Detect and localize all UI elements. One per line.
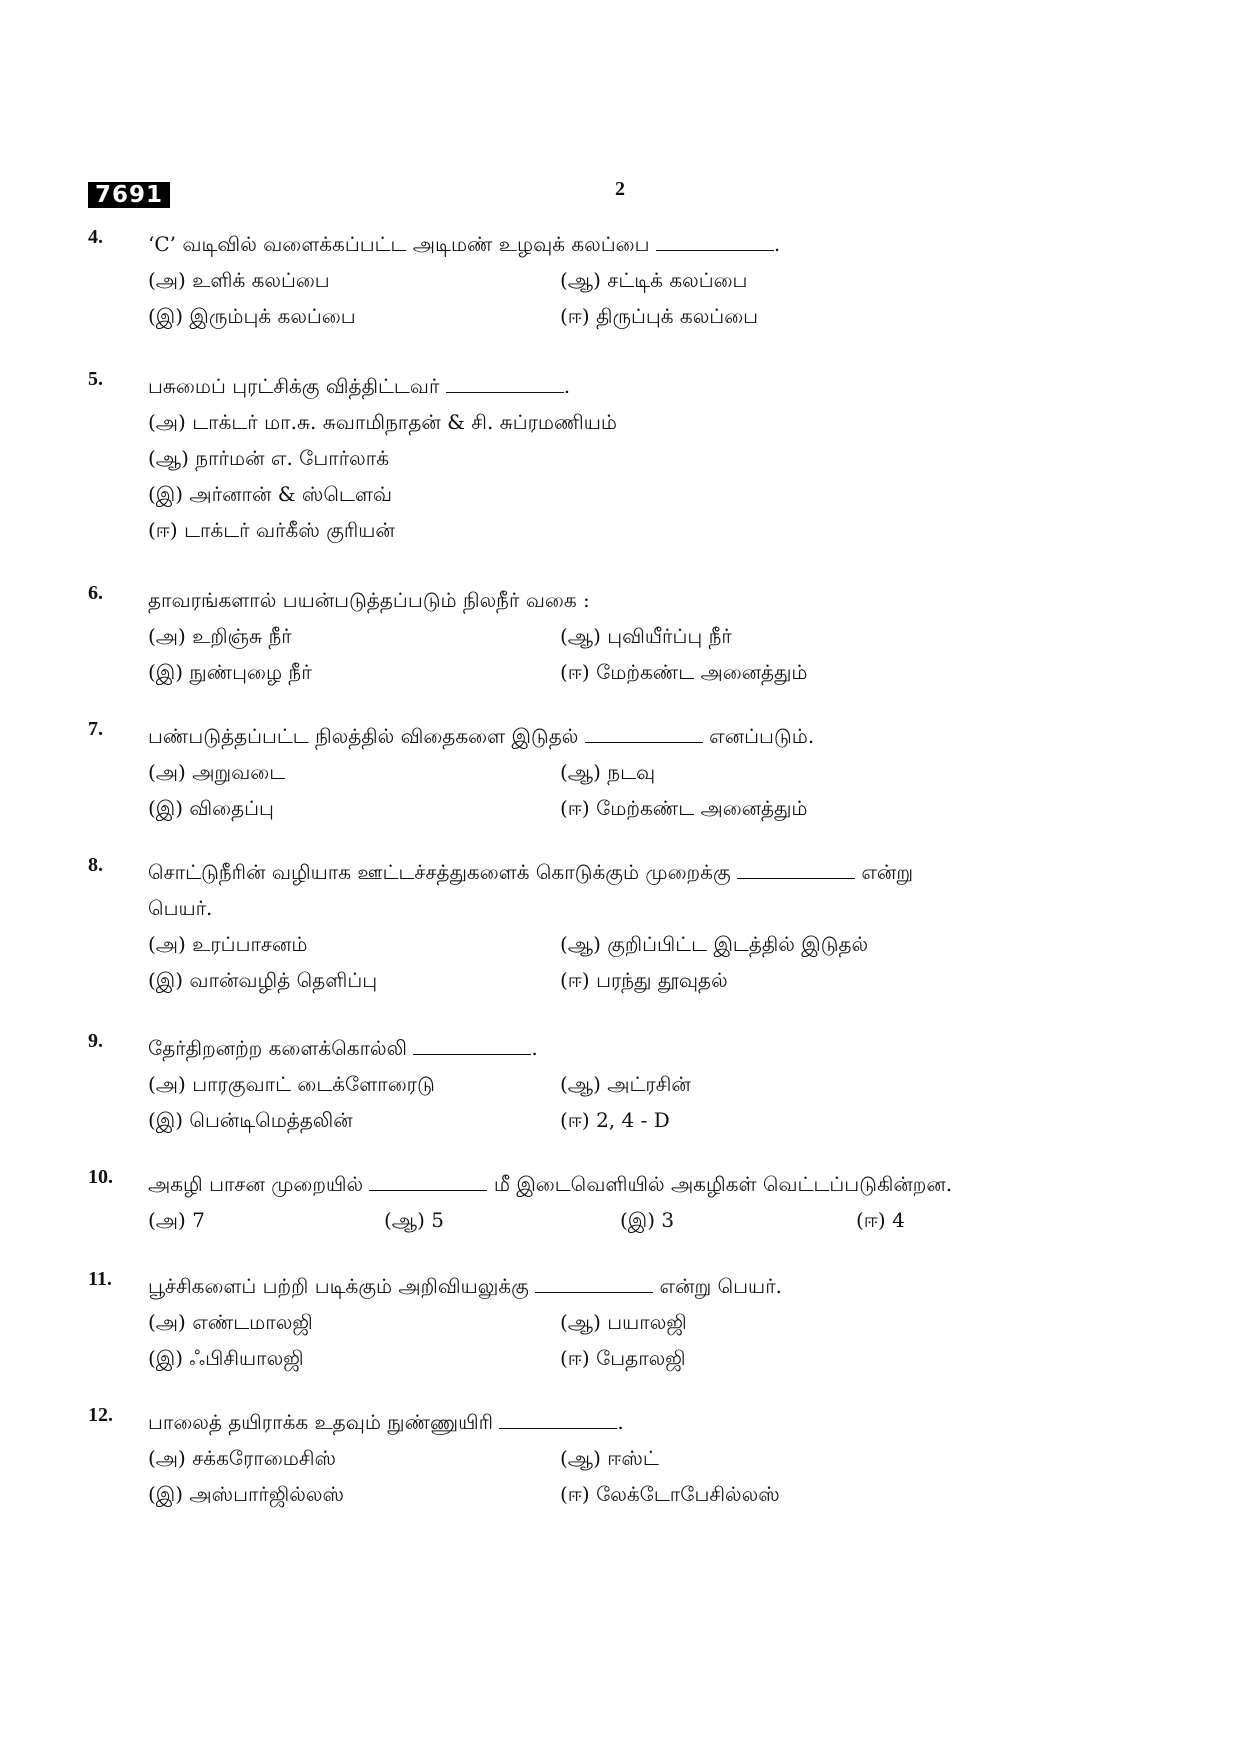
- option-c[interactable]: (இ) அஸ்பார்ஜில்லஸ்: [148, 1482, 344, 1506]
- option-b[interactable]: (ஆ) நடவு: [560, 760, 656, 784]
- answer-blank: [656, 230, 774, 251]
- option-d[interactable]: (ஈ) 2, 4 - D: [560, 1108, 670, 1132]
- option-d[interactable]: (ஈ) பேதாலஜி: [560, 1346, 686, 1370]
- question-stem: தேர்திறனற்ற களைக்கொல்லி .: [148, 1036, 538, 1060]
- question-number: 5.: [88, 368, 103, 390]
- page-number: 2: [615, 178, 625, 200]
- option-b[interactable]: (ஆ) சட்டிக் கலப்பை: [560, 268, 748, 292]
- option-b[interactable]: (ஆ) ஈஸ்ட்: [560, 1446, 659, 1470]
- option-c[interactable]: (இ) 3: [620, 1208, 675, 1232]
- question-4: [88, 226, 1128, 328]
- question-number: 10.: [88, 1166, 113, 1188]
- question-stem: பூச்சிகளைப் பற்றி படிக்கும் அறிவியலுக்கு என்று பெயர்.: [148, 1274, 783, 1298]
- option-a[interactable]: (அ) உளிக் கலப்பை: [148, 268, 330, 292]
- answer-blank: [446, 372, 564, 393]
- option-d[interactable]: (ஈ) லேக்டோபேசில்லஸ்: [560, 1482, 780, 1506]
- option-d[interactable]: (ஈ) மேற்கண்ட அனைத்தும்: [560, 660, 808, 684]
- option-a[interactable]: (அ) உரப்பாசனம்: [148, 932, 308, 956]
- option-b[interactable]: (ஆ) நார்மன் எ. போர்லாக்: [148, 446, 389, 470]
- answer-blank: [413, 1034, 531, 1055]
- option-d[interactable]: (ஈ) 4: [856, 1208, 905, 1232]
- option-b[interactable]: (ஆ) 5: [384, 1208, 444, 1232]
- option-d[interactable]: (ஈ) டாக்டர் வர்கீஸ் குரியன்: [148, 518, 395, 542]
- answer-blank: [535, 1272, 653, 1293]
- option-b[interactable]: (ஆ) குறிப்பிட்ட இடத்தில் இடுதல்: [560, 932, 869, 956]
- question-stem: சொட்டுநீரின் வழியாக ஊட்டச்சத்துகளைக் கொடுக்கும் முறைக்கு என்று: [148, 860, 914, 884]
- option-d[interactable]: (ஈ) மேற்கண்ட அனைத்தும்: [560, 796, 808, 820]
- question-12: [88, 1404, 1128, 1506]
- question-8: [88, 854, 1128, 992]
- question-10: [88, 1166, 1128, 1232]
- option-b[interactable]: (ஆ) பயாலஜி: [560, 1310, 687, 1334]
- answer-blank: [499, 1408, 617, 1429]
- option-d[interactable]: (ஈ) திருப்புக் கலப்பை: [560, 304, 759, 328]
- question-number: 8.: [88, 854, 103, 876]
- option-a[interactable]: (அ) உறிஞ்சு நீர்: [148, 624, 292, 648]
- option-c[interactable]: (இ) வான்வழித் தெளிப்பு: [148, 968, 378, 992]
- paper-code: 7691: [88, 182, 170, 208]
- option-b[interactable]: (ஆ) புவியீர்ப்பு நீர்: [560, 624, 732, 648]
- question-9: [88, 1030, 1128, 1132]
- option-d[interactable]: (ஈ) பரந்து தூவுதல்: [560, 968, 728, 992]
- option-c[interactable]: (இ) இரும்புக் கலப்பை: [148, 304, 356, 328]
- option-c[interactable]: (இ) பென்டிமெத்தலின்: [148, 1108, 353, 1132]
- question-stem: அகழி பாசன முறையில் மீ இடைவெளியில் அகழிகள் வெட்டப்படுகின்றன.: [148, 1172, 953, 1196]
- question-number: 7.: [88, 718, 103, 740]
- question-stem-line-2: பெயர்.: [148, 896, 213, 920]
- question-stem: பசுமைப் புரட்சிக்கு வித்திட்டவர் .: [148, 374, 571, 398]
- answer-blank: [737, 858, 855, 879]
- question-number: 12.: [88, 1404, 113, 1426]
- question-stem: பண்படுத்தப்பட்ட நிலத்தில் விதைகளை இடுதல் எனப்படும்.: [148, 724, 815, 748]
- question-number: 9.: [88, 1030, 103, 1052]
- question-5: [88, 368, 1128, 542]
- option-a[interactable]: (அ) டாக்டர் மா.சு. சுவாமிநாதன் & சி. சுப்ரமணியம்: [148, 410, 618, 434]
- option-c[interactable]: (இ) நுண்புழை நீர்: [148, 660, 312, 684]
- answer-blank: [369, 1170, 487, 1191]
- question-6: [88, 582, 1128, 684]
- question-stem: பாலைத் தயிராக்க உதவும் நுண்ணுயிரி .: [148, 1410, 624, 1434]
- question-number: 6.: [88, 582, 103, 604]
- option-a[interactable]: (அ) பாரகுவாட் டைக்ளோரைடு: [148, 1072, 435, 1096]
- question-number: 11.: [88, 1268, 112, 1290]
- option-c[interactable]: (இ) விதைப்பு: [148, 796, 274, 820]
- option-c[interactable]: (இ) ஃபிசியாலஜி: [148, 1346, 304, 1370]
- answer-blank: [585, 722, 703, 743]
- option-a[interactable]: (அ) 7: [148, 1208, 205, 1232]
- question-7: [88, 718, 1128, 820]
- question-stem: தாவரங்களால் பயன்படுத்தப்படும் நிலநீர் வகை :: [148, 588, 590, 612]
- question-number: 4.: [88, 226, 103, 248]
- question-stem: ‘C’ வடிவில் வளைக்கப்பட்ட அடிமண் உழவுக் கலப்பை .: [148, 232, 781, 256]
- option-b[interactable]: (ஆ) அட்ரசின்: [560, 1072, 691, 1096]
- question-11: [88, 1268, 1128, 1370]
- option-a[interactable]: (அ) சக்கரோமைசிஸ்: [148, 1446, 337, 1470]
- option-c[interactable]: (இ) அர்னான் & ஸ்டௌவ்: [148, 482, 393, 506]
- option-a[interactable]: (அ) எண்டமாலஜி: [148, 1310, 313, 1334]
- option-a[interactable]: (அ) அறுவடை: [148, 760, 286, 784]
